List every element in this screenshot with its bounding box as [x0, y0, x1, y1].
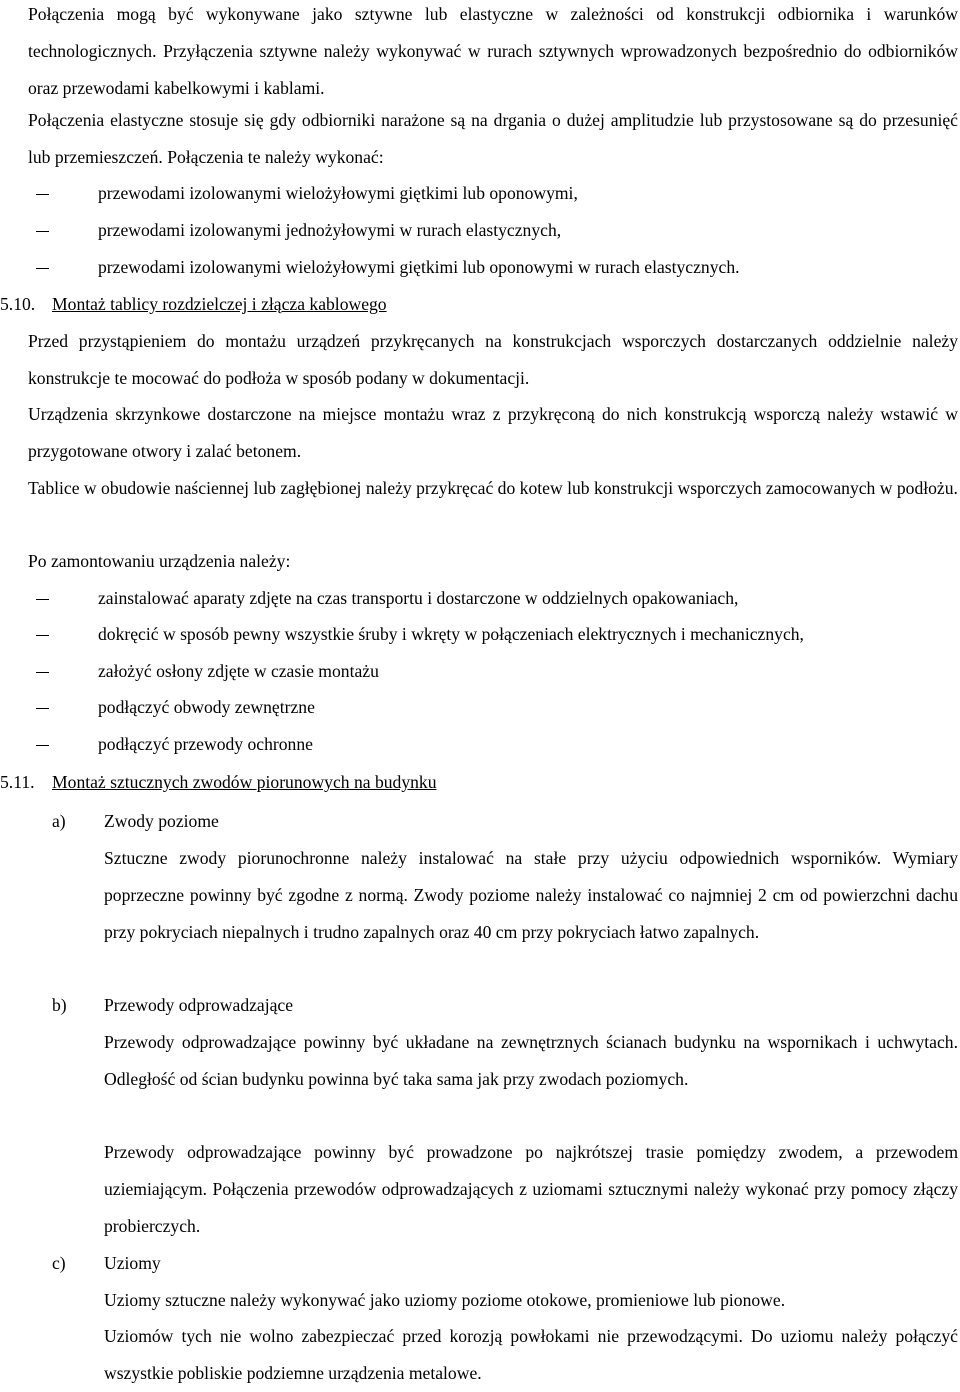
section-title: Montaż tablicy rozdzielczej i złącza kablowego: [52, 294, 387, 314]
list-item-text: założyć osłony zdjęte w czasie montażu: [98, 661, 379, 681]
list-item-text: podłączyć obwody zewnętrzne: [98, 697, 315, 717]
section-number: 5.11.: [0, 772, 35, 792]
section-paragraph: Tablice w obudowie naściennej lub zagłębionej należy przykręcać do kotew lub konstrukcji wsporczych zamocowanych w podłożu.: [28, 478, 958, 498]
list-item: [28, 726, 958, 763]
subsection-title: Przewody odprowadzające: [104, 995, 294, 1015]
section-number: 5.10.: [0, 294, 36, 314]
list-item-text: przewodami izolowanymi jednożyłowymi w rurach elastycznych,: [98, 220, 562, 240]
section-paragraph: Urządzenia skrzynkowe dostarczone na miejsce montażu wraz z przykręconą do nich konstrukcją wsporczą należy wstawić w przygotowane otwory i zalać betonem.: [28, 404, 958, 461]
list-item-text: dokręcić w sposób pewny wszystkie śruby i wkręty w połączeniach elektrycznych i mechanicznych,: [98, 624, 804, 644]
subsection-label: b): [52, 995, 67, 1015]
list-item: [28, 689, 958, 726]
list-item-text: zainstalować aparaty zdjęte na czas transportu i dostarczone w oddzielnych opakowaniach,: [98, 588, 739, 608]
subsection-title: Uziomy: [104, 1253, 161, 1273]
subsection-paragraph: Przewody odprowadzające powinny być prowadzone po najkrótszej trasie pomiędzy zwodem, a przewodem uziemiającym. Połączenia przewodów odprowadzających z uziomami sztucznymi należy wykonać przy pomocy złączy probierczych.: [104, 1142, 958, 1236]
subsection-title: Zwody poziome: [104, 811, 219, 831]
section-heading: [0, 286, 387, 323]
section-paragraph: Przed przystąpieniem do montażu urządzeń przykręcanych na konstrukcjach wsporczych dostarczanych oddzielnie należy konstrukcje te mocować do podłoża w sposób podany w dokumentacji.: [28, 331, 958, 388]
subsection-label: c): [52, 1253, 66, 1273]
section-title: Montaż sztucznych zwodów piorunowych na budynku: [52, 772, 437, 792]
subsection-paragraph: Sztuczne zwody piorunochronne należy instalować na stałe przy użyciu odpowiednich wsporników. Wymiary poprzeczne powinny być zgodne z normą. Zwody poziome należy instalować co najmniej 2 cm od powierzchni dachu przy pokryciach niepalnych i trudno zapalnych oraz 40 cm przy pokryciach łatwo zapalnych.: [104, 848, 958, 942]
subsection-heading: [52, 1245, 161, 1282]
subsection-paragraph: Uziomy sztuczne należy wykonywać jako uziomy poziome otokowe, promieniowe lub pionowe.: [104, 1290, 786, 1310]
list-item-text: przewodami izolowanymi wielożyłowymi giętkimi lub oponowymi w rurach elastycznych.: [98, 257, 740, 277]
list-item: [28, 580, 958, 617]
section-paragraph: Po zamontowaniu urządzenia należy:: [28, 551, 291, 571]
subsection-heading: [52, 987, 293, 1024]
subsection-paragraph: Uziomów tych nie wolno zabezpieczać przed korozją powłokami nie przewodzącymi. Do uziomu należy połączyć wszystkie pobliskie podziemne urządzenia metalowe.: [104, 1326, 958, 1383]
list-item-text: przewodami izolowanymi wielożyłowymi giętkimi lub oponowymi,: [98, 183, 578, 203]
list-item: [28, 653, 958, 690]
subsection-label: a): [52, 811, 66, 831]
list-item-text: podłączyć przewody ochronne: [98, 734, 313, 754]
list-item: [28, 249, 958, 286]
subsection-paragraph: Przewody odprowadzające powinny być układane na zewnętrznych ścianach budynku na wspornikach i uchwytach. Odległość od ścian budynku powinna być taka sama jak przy zwodach poziomych.: [104, 1032, 958, 1089]
intro-paragraph-2: Połączenia elastyczne stosuje się gdy odbiorniki narażone są na drgania o dużej amplitudzie lub przystosowane są do przesunięć lub przemieszczeń. Połączenia te należy wykonać:: [28, 110, 958, 167]
section-heading: [0, 764, 437, 801]
list-item: [28, 212, 958, 249]
intro-paragraph-1: Połączenia mogą być wykonywane jako sztywne lub elastyczne w zależności od konstrukcji odbiornika i warunków technologicznych. Przyłączenia sztywne należy wykonywać w rurach sztywnych wprowadzonych bezpośrednio do odbiorników oraz przewodami kabelkowymi i kablami.: [28, 4, 958, 98]
subsection-heading: [52, 803, 219, 840]
list-item: [28, 175, 958, 212]
list-item: [28, 616, 958, 653]
